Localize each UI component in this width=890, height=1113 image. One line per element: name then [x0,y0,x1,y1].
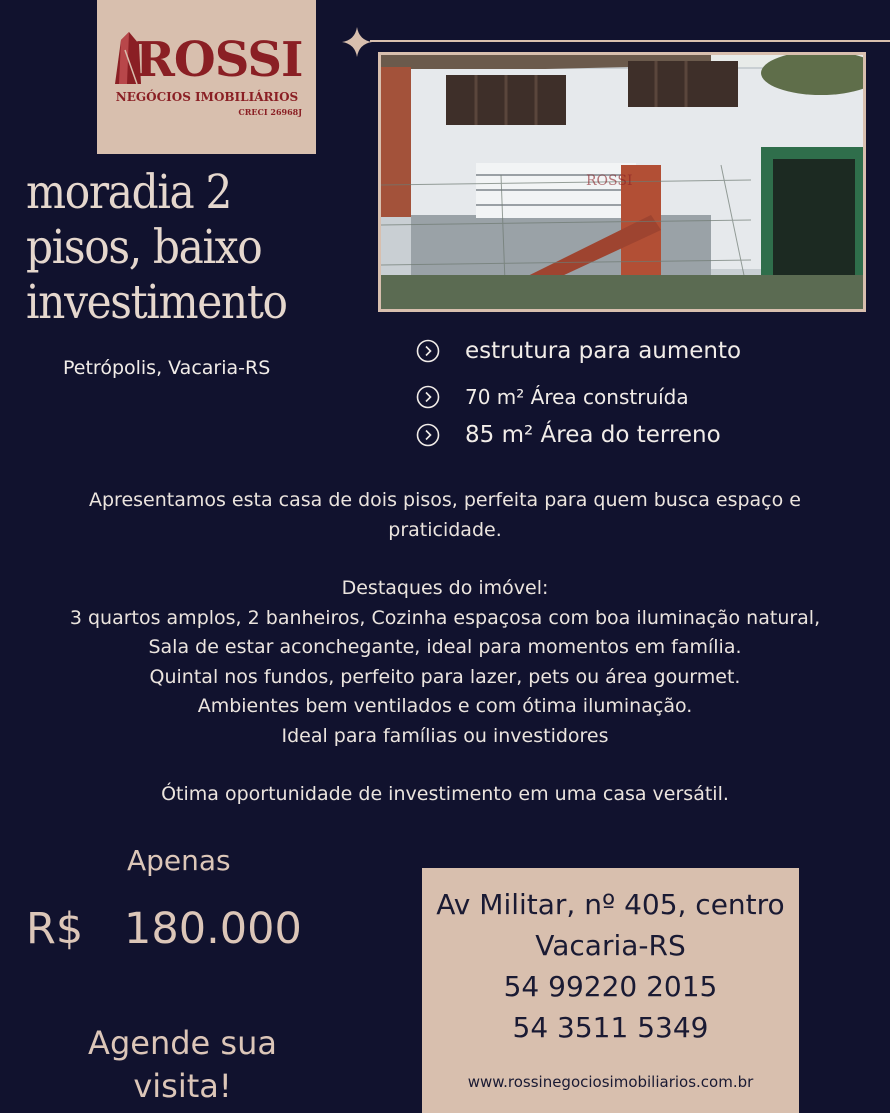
brand-tagline: NEGÓCIOS IMOBILIÁRIOS [115,90,299,104]
title-line-1: moradia 2 [26,165,232,220]
feature-text: 85 m² Área do terreno [465,422,721,448]
highlight-line: Ambientes bem ventilados e com ótima iluminação. [197,695,693,717]
chevron-right-circle-icon [416,423,440,447]
cta-line: visita! [133,1067,232,1105]
contact-website: www.rossinegociosimobiliarios.com.br [467,1073,754,1091]
price-currency: R$ [26,904,84,954]
contact-phone-2: 54 3511 5349 [512,1011,709,1044]
contact-phone-1: 54 99220 2015 [503,970,718,1003]
highlights-title: Destaques do imóvel: [341,577,549,599]
feature-item [416,338,741,364]
listing-description [0,486,890,810]
title-line-2: pisos, baixo [26,220,262,275]
description-intro-line: Apresentamos esta casa de dois pisos, perfeita para quem busca espaço e [89,489,801,511]
feature-item [416,422,721,448]
chevron-right-circle-icon [416,339,440,363]
description-closing: Ótima oportunidade de investimento em uma casa versátil. [161,783,729,805]
price-amount: 180.000 [124,904,302,954]
feature-text: 70 m² Área construída [465,385,689,409]
highlight-line: 3 quartos amplos, 2 banheiros, Cozinha espaçosa com boa iluminação natural, [69,606,821,629]
feature-item [416,385,689,409]
brand-creci: CRECI 26968J [238,107,302,117]
contact-city: Vacaria-RS [535,929,686,962]
chevron-right-circle-icon [416,385,440,409]
house-photo [378,52,866,312]
brand-logo [97,0,316,154]
listing-location: Petrópolis, Vacaria-RS [63,357,271,379]
listing-title [26,165,332,330]
brand-name: ROSSI [135,32,303,88]
photo-watermark: ROSSI [586,173,633,189]
price-label: Apenas [127,844,231,877]
house-photo-illustration [381,55,863,309]
highlight-line: Ideal para famílias ou investidores [281,724,609,747]
contact-address: Av Militar, nº 405, centro [436,888,785,921]
feature-text: estrutura para aumento [465,338,742,364]
description-intro-line: praticidade. [388,518,502,541]
contact-box [422,868,799,1113]
highlight-line: Sala de estar aconchegante, ideal para momentos em família. [148,636,742,658]
sparkle-icon [342,27,372,57]
highlight-line: Quintal nos fundos, perfeito para lazer, pets ou área gourmet. [149,665,741,688]
title-line-3: investimento [26,275,287,330]
divider-line [370,40,890,42]
cta-line: Agende sua [88,1024,277,1062]
cta-schedule-visit [65,1022,300,1108]
